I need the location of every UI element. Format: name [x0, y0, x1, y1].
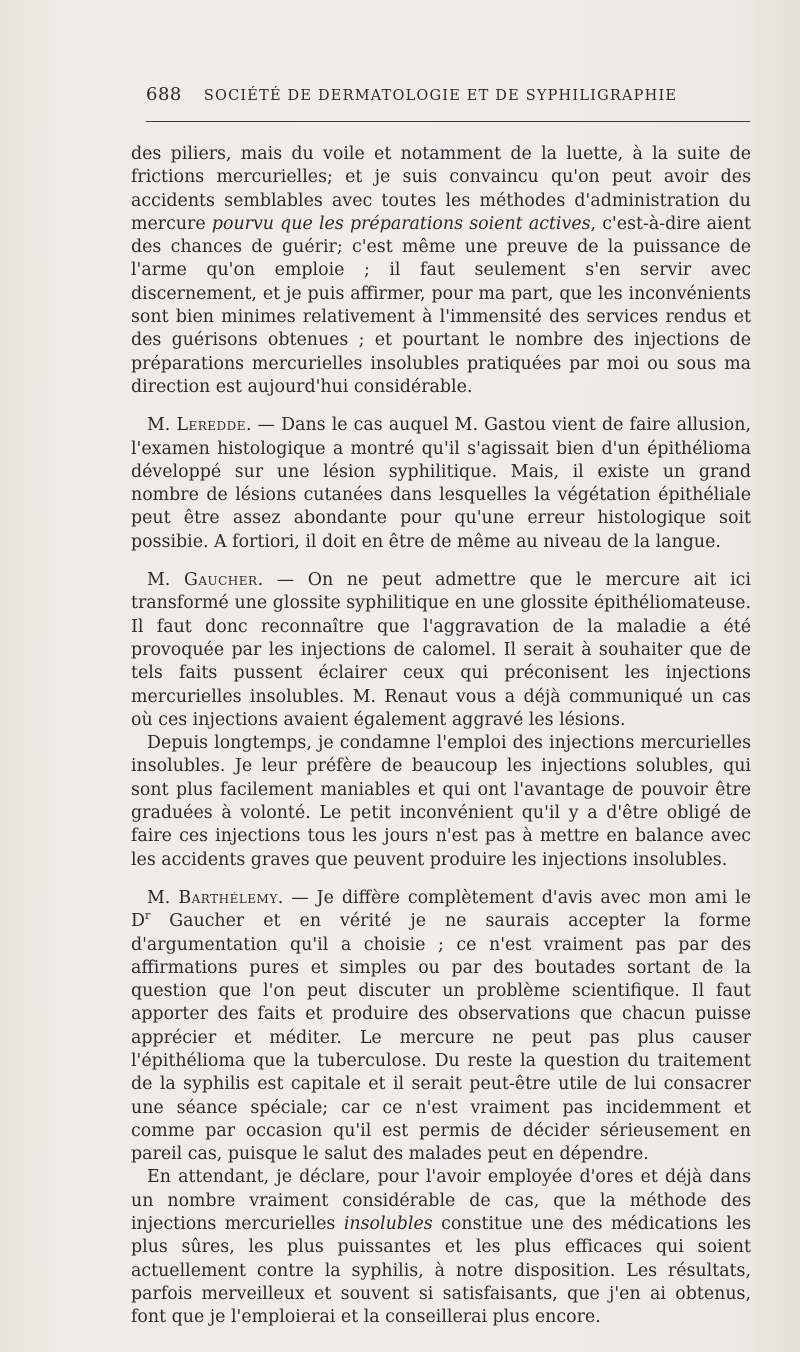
speaker-title: M.	[147, 570, 184, 591]
speaker-name: Gaucher	[183, 570, 258, 591]
text-run: constitue une des médications les plus sûres, les plus puissantes et les plus efficaces qui soient actuellement contre la syphilis, à notre disposition. Les résultats, parfois merveilleux et souvent si satisfaisants, que j'en ai obtenus, font que je l'emploierai et la conseillerai plus encore.	[131, 1214, 751, 1328]
running-title: SOCIÉTÉ DE DERMATOLOGIE ET DE SYPHILIGRAPHIE	[203, 88, 678, 104]
paragraph-barthelemy	[131, 887, 751, 1167]
page-header	[146, 84, 702, 110]
header-rule	[146, 121, 750, 122]
italic-phrase: pourvu que les préparations soient actives	[211, 213, 591, 234]
text-run: Gaucher et en vérité je ne saurais accepter la forme d'argumentation qu'il a choisie ; ce n'est vraiment pas par des affirmations pures et simples ou par des boutades sortant de la question que l'on peut discuter un problème scientifique. Il faut apporter des faits et produire des observations que chacun puisse apprécier et méditer. Le mercure ne peut pas plus causer l'épithélioma que la tuberculose. Du reste la question du traitement de la syphilis est capitale et il serait peut-être utile de lui consacrer une séance spéciale; car ce n'est vraiment pas incidemment et comme par occasion qu'il est permis de décider sérieusement en pareil cas, puisque le salut des malades peut en dépendre.	[131, 911, 751, 1165]
paragraph-leredde	[131, 414, 751, 554]
paragraph-barthelemy-continued	[131, 1166, 751, 1329]
text-run: . — Dans le cas auquel M. Gastou vient de faire allusion, l'examen histologique a montré qu'il s'agissait bien d'un épithélioma développé sur une lésion syphilitique. Mais, il existe un grand nombre de lésions cutanées dans lesquelles la végétation épithéliale peut être assez abondante pour qu'une erreur histologique soit possibie. A fortiori, il doit en être de même au niveau de la langue.	[131, 415, 751, 552]
speaker-title: M.	[147, 887, 179, 908]
page-number: 688	[146, 84, 182, 105]
speaker-name: Leredde	[176, 415, 247, 436]
speaker-title: M.	[147, 415, 177, 436]
text-run: , c'est-à-dire aient des chances de guérir; c'est même une preuve de la puissance de l'arme qu'on emploie ; il faut seulement s'en servir avec discernement, et je puis affirmer, pour ma part, que les inconvénients sont bien minimes relativement à l'immensité des services rendus et des guérisons obtenues ; et pourtant le nombre des injections de préparations mercurielles insolubles pratiquées par moi ou sous ma direction est aujourd'hui considérable.	[131, 213, 752, 397]
speaker-name: Barthélemy	[178, 887, 278, 908]
text-run: . — On ne peut admettre que le mercure ait ici transformé une glossite syphilitique en une glossite épithéliomateuse. Il faut donc reconnaître que l'aggravation de la maladie a été provoquée par les injections de calomel. Il serait à souhaiter que de tels faits pussent éclairer ceux qui préconisent les injections mercurielles insolubles. M. Renaut vous a déjà communiqué un cas où ces injections avaient également aggravé les lésions.	[131, 570, 751, 730]
paragraph-continued	[131, 143, 751, 399]
paragraph-gaucher-continued	[131, 732, 751, 872]
page-body	[131, 143, 751, 1330]
superscript: r	[144, 909, 151, 923]
text-run: Depuis longtemps, je condamne l'emploi des injections mercurielles insolubles. Je leur préfère de beaucoup les injections solubles, qui sont plus facilement maniables et qui ont l'avantage de pouvoir être graduées à volonté. Le petit inconvénient qu'il y a d'être obligé de faire ces injections tous les jours n'est pas à mettre en balance avec les accidents graves que peuvent produire les injections insolubles.	[131, 733, 751, 870]
text-run: En attendant, je déclare, pour l'avoir employée d'ores et déjà dans un nombre vraiment considérable de cas, que la méthode des injections mercurielles	[131, 1167, 751, 1235]
paragraph-gaucher	[131, 569, 751, 732]
text-run: . — Je diffère complètement d'avis avec mon ami le D	[131, 887, 751, 932]
italic-phrase: insolubles	[343, 1214, 433, 1235]
text-run: des piliers, mais du voile et notamment de la luette, à la suite de frictions mercurielles; et je suis convaincu qu'on peut avoir des accidents semblables avec toutes les méthodes d'administration du mercure	[131, 144, 751, 234]
